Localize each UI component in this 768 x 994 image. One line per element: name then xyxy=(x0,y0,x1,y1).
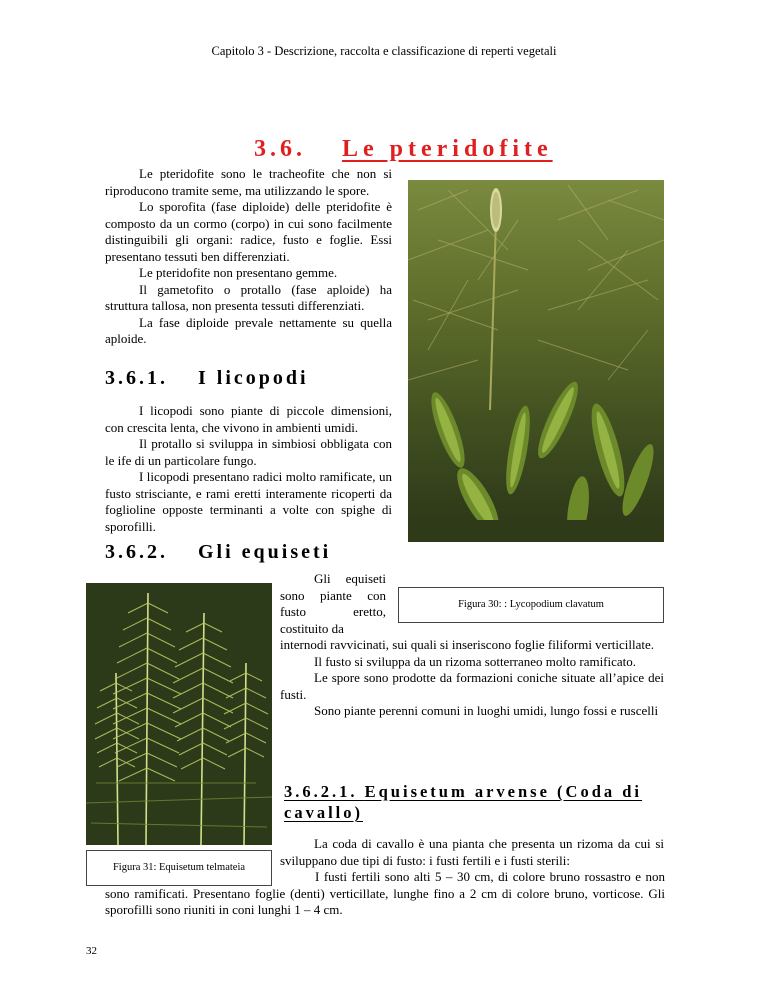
paragraph: Le pteridofite sono le tracheofite che non si riproducono tramite seme, ma utilizzando le spore. xyxy=(105,166,392,198)
paragraph: La fase diploide prevale nettamente su quella aploide. xyxy=(105,314,392,346)
paragraph: Le pteridofite non presentano gemme. xyxy=(139,265,338,280)
figure-lycopodium xyxy=(408,180,664,542)
section-number: 3.6. xyxy=(254,136,306,162)
page-number: 32 xyxy=(86,945,97,957)
heading-number: 3.6.2. xyxy=(105,541,168,563)
paragraph: Lo sporofita (fase diploide) delle pteridofite è composto da un cormo (corpo) in cui sono facilmente distinguibili gli organi: radice, fusto e foglie. Essi presentano tessuti ben differenziati. xyxy=(105,199,392,264)
paragraph: Le spore sono prodotte da formazioni coniche situate all’apice dei fusti. xyxy=(280,670,664,702)
heading-licopodi xyxy=(105,367,309,390)
heading-equiseti xyxy=(105,541,331,564)
figure-equisetum xyxy=(86,583,272,845)
heading-number: 3.6.1. xyxy=(105,367,168,389)
paragraph: Gli equiseti sono piante con fusto eretto, costituito da xyxy=(280,571,386,636)
paragraph: internodi ravvicinati, sui quali si inseriscono foglie filiformi verticillate. xyxy=(280,637,655,652)
figure-caption-30: Figura 30: : Lycopodium clavatum xyxy=(398,587,664,623)
heading-arvense xyxy=(284,781,668,823)
paragraph: Il protallo si sviluppa in simbiosi obbligata con le ife di un particolare fungo. xyxy=(105,436,392,468)
equiseti-text-lead xyxy=(280,571,386,637)
paragraph: La coda di cavallo è una pianta che presenta un rizoma da cui si sviluppano due tipi di fusto: i fusti fertili e i fusti sterili: xyxy=(280,836,664,868)
paragraph: Il fusto si sviluppa da un rizoma sotterraneo molto ramificato. xyxy=(314,653,637,669)
section-title: Le pteridofite xyxy=(342,136,553,162)
lycopodium-photo xyxy=(408,180,664,542)
paragraph: Il gametofito o protallo (fase aploide) ha struttura tallosa, non presenta tessuti differenziati. xyxy=(105,281,392,313)
arvense-text-2 xyxy=(105,869,665,919)
paragraph: I licopodi presentano radici molto ramificate, un fusto strisciante, e rami eretti interamente ricoperti da foglioline opposte terminanti a volte con spighe di sporofilli. xyxy=(105,469,392,534)
heading-title: I licopodi xyxy=(198,367,309,389)
section-heading xyxy=(254,136,553,163)
intro-text xyxy=(105,166,392,348)
equiseti-text xyxy=(280,637,664,720)
equisetum-photo xyxy=(86,583,272,845)
paragraph: I licopodi sono piante di piccole dimensioni, con crescita lenta, che vivono in ambienti umidi. xyxy=(105,403,392,435)
figure-caption-31: Figura 31: Equisetum telmateia xyxy=(86,850,272,886)
licopodi-text xyxy=(105,403,392,535)
heading-title: Gli equiseti xyxy=(198,541,332,563)
paragraph: I fusti fertili sono alti 5 – 30 cm, di colore bruno rossastro e non sono ramificati. Presentano foglie (denti) verticillate, lunghe fino a 2 cm di colore bruno, vorticose. Gli sporofilli sono riuniti in coni lunghi 1 – 4 cm. xyxy=(105,869,665,917)
page-header: Capitolo 3 - Descrizione, raccolta e classificazione di reperti vegetali xyxy=(211,44,557,58)
paragraph: Sono piante perenni comuni in luoghi umidi, lungo fossi e ruscelli xyxy=(314,703,659,718)
heading-title: Equisetum arvense (Coda di cavallo) xyxy=(284,782,643,822)
arvense-text xyxy=(280,836,664,869)
heading-number: 3.6.2.1. xyxy=(284,782,365,801)
